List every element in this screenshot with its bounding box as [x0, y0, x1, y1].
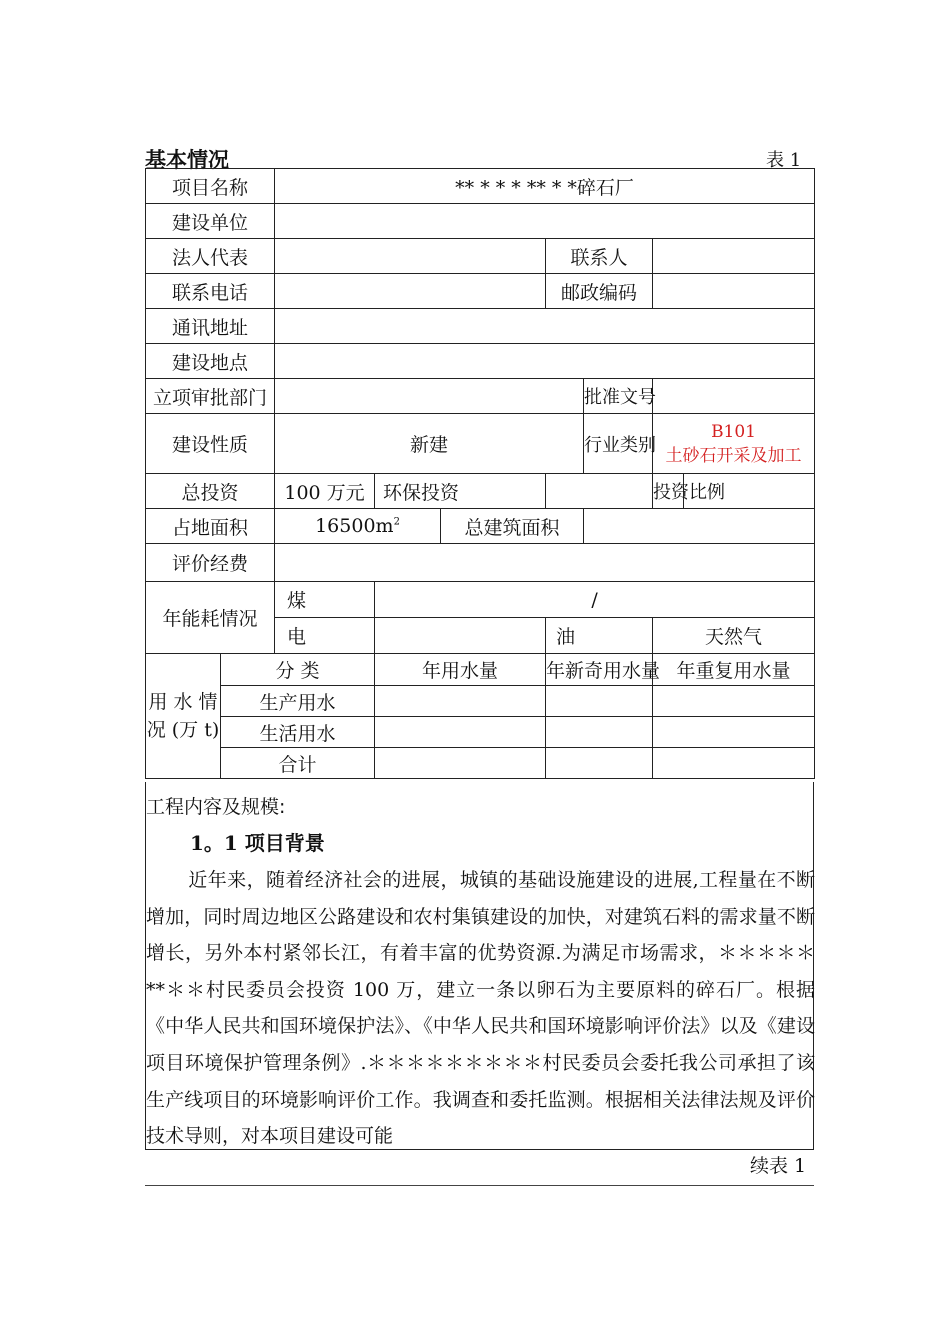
legal-rep-label: 法人代表	[146, 239, 275, 274]
water-domestic-label: 生活用水	[221, 717, 375, 748]
builder-value	[275, 204, 815, 239]
background-paragraph	[146, 862, 815, 1155]
water-production-label: 生产用水	[221, 686, 375, 717]
water-domestic-annual	[375, 717, 546, 748]
area-unit-exponent: 2	[393, 516, 400, 528]
water-header-annual: 年用水量	[375, 654, 546, 686]
env-investment-value	[546, 474, 653, 509]
industry-label: 行业类别	[584, 414, 653, 474]
basic-info-table	[145, 168, 815, 779]
water-total-annual	[375, 748, 546, 779]
power-value	[375, 618, 546, 654]
water-total-reuse	[653, 748, 815, 779]
approval-dept-value	[275, 379, 584, 414]
gas-label: 天然气	[653, 618, 815, 654]
industry-category: 土砂石开采及加工	[665, 445, 802, 466]
water-total-new	[546, 748, 653, 779]
builder-label: 建设单位	[146, 204, 275, 239]
section-heading: 1。1 项目背景	[190, 831, 325, 855]
env-investment-label: 环保投资	[375, 474, 546, 509]
nature-value: 新建	[275, 414, 584, 474]
area-label: 占地面积	[146, 509, 275, 544]
water-header-category: 分 类	[221, 654, 375, 686]
approval-no-label: 批准文号	[584, 379, 653, 414]
postcode-value	[653, 274, 815, 309]
water-domestic-reuse	[653, 717, 815, 748]
legal-rep-value	[275, 239, 546, 274]
postcode-label: 邮政编码	[546, 274, 653, 309]
investment-ratio-label: 投资比例	[653, 474, 684, 509]
nature-label: 建设性质	[146, 414, 275, 474]
contact-value	[653, 239, 815, 274]
project-content-box	[145, 782, 814, 1150]
phone-value	[275, 274, 546, 309]
energy-label: 年能耗情况	[146, 582, 275, 654]
water-production-new	[546, 686, 653, 717]
location-value	[275, 344, 815, 379]
fee-value	[275, 544, 815, 582]
phone-label: 联系电话	[146, 274, 275, 309]
divider	[145, 1185, 814, 1186]
contact-label: 联系人	[546, 239, 653, 274]
address-value	[275, 309, 815, 344]
total-investment-label: 总投资	[146, 474, 275, 509]
power-label: 电	[275, 618, 375, 654]
approval-no-value	[653, 379, 815, 414]
total-investment-value: 100 万元	[275, 474, 375, 509]
coal-label: 煤	[275, 582, 375, 618]
area-value	[275, 509, 441, 544]
water-production-reuse	[653, 686, 815, 717]
water-usage-label: 用 水 情 况 (万 t)	[146, 654, 221, 779]
water-total-label: 合计	[221, 748, 375, 779]
water-domestic-new	[546, 717, 653, 748]
approval-dept-label: 立项审批部门	[146, 379, 275, 414]
area-number: 16500m	[315, 515, 394, 537]
table-number: 表 1	[766, 150, 802, 171]
water-header-new: 年新奇用水量	[546, 654, 653, 686]
project-name-label: 项目名称	[146, 169, 275, 204]
coal-value: /	[375, 582, 815, 618]
content-heading: 工程内容及规模:	[146, 796, 286, 818]
fee-label: 评价经费	[146, 544, 275, 582]
floor-area-label: 总建筑面积	[441, 509, 584, 544]
water-header-reuse: 年重复用水量	[653, 654, 815, 686]
floor-area-value	[584, 509, 815, 544]
industry-code: B101	[711, 421, 757, 442]
section-title: 基本情况	[145, 148, 229, 172]
project-name-value: ** * * * ** * *碎石厂	[275, 169, 815, 204]
oil-label: 油	[546, 618, 653, 654]
address-label: 通讯地址	[146, 309, 275, 344]
background-text: 近年来，随着经济社会的进展，城镇的基础设施建设的进展,工程量在不断增加，同时周边地区公路建设和农村集镇建设的加快，对建筑石料的需求量不断增长，另外本村紧邻长江，有着丰富的优势资源.为满足市场需求，＊＊＊＊＊**＊＊村民委员会投资 100 万，建立一条以卵石为主要原料的碎石厂。根据《中华人民共和国环境保护法》、《中华人民共和国环境影响评价法》以及《建设项目环境保护管理条例》.＊＊＊＊＊＊＊＊＊村民委员会委托我公司承担了该生产线项目的环境影响评价工作。我调查和委托监测。根据相关法律法规及评价技术导则，对本项目建设可能	[146, 869, 815, 1148]
continue-table-label: 续表 1	[750, 1155, 807, 1177]
water-production-annual	[375, 686, 546, 717]
industry-value	[653, 414, 815, 474]
location-label: 建设地点	[146, 344, 275, 379]
